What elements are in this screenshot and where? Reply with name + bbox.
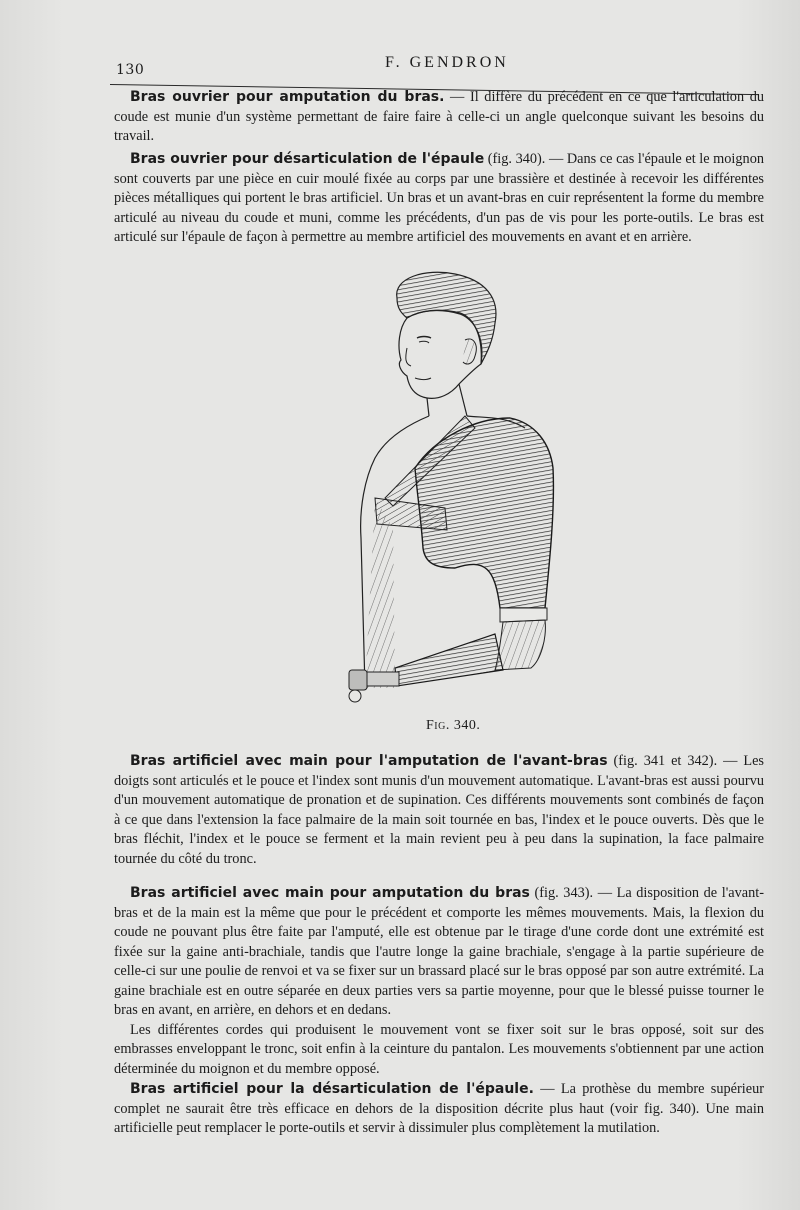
paragraph-heading: Bras artificiel avec main pour l'amputation de l'avant-bras <box>130 753 608 769</box>
paragraph-body: (fig. 343). — La disposition de l'avant-bras et de la main est la même que pour le précédent et comporte les mêmes mouvements. Mais, la flexion du coude ne pouvant plus être faite par l'amputé, elle est obtenue par le tirage d'une corde dont une extrémité est fixée sur la gaine anti-brachiale, tandis que l'autre longe la gaine brachiale, s'engage à la partie supérieure de celle-ci sur une poulie de renvoi et va se fixer sur un brassard placé sur le bras opposé par son autre extrémité. La gaine brachiale est en outre séparée en deux parties vers sa partie moyenne, pour que le blessé puisse tourner le bras en avant, en arrière, en dehors et en dedans. <box>114 885 764 1018</box>
paragraph-bras-ouvrier-amputation <box>114 88 764 147</box>
running-title: F. GENDRON <box>385 54 509 71</box>
paragraph-heading: Bras artificiel pour la désarticulation de l'épaule. <box>130 1081 534 1097</box>
paragraph-bras-artificiel-desarticulation <box>114 1080 764 1139</box>
caption-number: 340. <box>449 718 481 733</box>
paragraph-body: — Il diffère du précédent en ce que l'articulation du coude est munie d'un système permettant de faire faire à celle-ci un angle quelconque suivant les besoins du travail. <box>114 89 764 144</box>
paragraph-body: (fig. 341 et 342). — Les doigts sont articulés et le pouce et l'index sont munis d'un mouvement automatique. L'avant-bras est aussi pourvu d'un mouvement automatique de pronation et de supination. Ces différents mouvements sont combinés de façon à ce que dans l'extension la face palmaire de la main soit tournée en bas, l'index et le pouce ouverts. Dès que le bras fléchit, l'index et le pouce se ferment et la main revient peu à peu dans la supination, la face palmaire tournée du côté du tronc. <box>114 753 764 867</box>
paragraph-bras-artificiel-amputation-bras <box>114 884 764 1079</box>
paragraph-body: (fig. 340). — Dans ce cas l'épaule et le moignon sont couverts par une pièce en cuir moulé fixée au corps par une brassière et destinée à recevoir les différentes pièces métalliques qui portent le bras artificiel. Un bras et un avant-bras en cuir représentent la forme du membre articulé au niveau du coude et muni, comme les précédents, d'un pas de vis pour les porte-outils. Le bras est articulé sur l'épaule de façon à permettre au membre artificiel des mouvements en avant et en arrière. <box>114 151 764 245</box>
paragraph-heading: Bras ouvrier pour désarticulation de l'épaule <box>130 151 485 167</box>
page-header <box>110 50 760 80</box>
paragraph-bras-ouvrier-desarticulation <box>114 150 764 248</box>
paragraph-bras-artificiel-avant-bras <box>114 752 764 869</box>
page-number: 130 <box>116 62 145 78</box>
paragraph-heading: Bras ouvrier pour amputation du bras. <box>130 89 445 105</box>
man-with-prosthetic-arm-icon <box>335 268 565 713</box>
caption-prefix: Fig. <box>426 718 450 733</box>
paragraph-body: — La prothèse du membre supérieur complet ne saurait être très efficace en dehors de la disposition décrite plus haut (voir fig. 340). Une main artificielle peut remplacer le porte-outils et servir à dissimuler plus complètement la mutilation. <box>114 1081 764 1136</box>
paragraph-body-continued: Les différentes cordes qui produisent le mouvement vont se fixer soit sur le bras opposé, soit sur des embrasses enveloppant le tronc, soit enfin à la ceinture du pantalon. Les mouvements s'obtiennent par une action déterminée du moignon et du membre opposé. <box>114 1021 764 1077</box>
figure-caption <box>426 718 480 734</box>
paragraph-heading: Bras artificiel avec main pour amputation du bras <box>130 885 530 901</box>
figure-340-engraving <box>335 268 565 713</box>
